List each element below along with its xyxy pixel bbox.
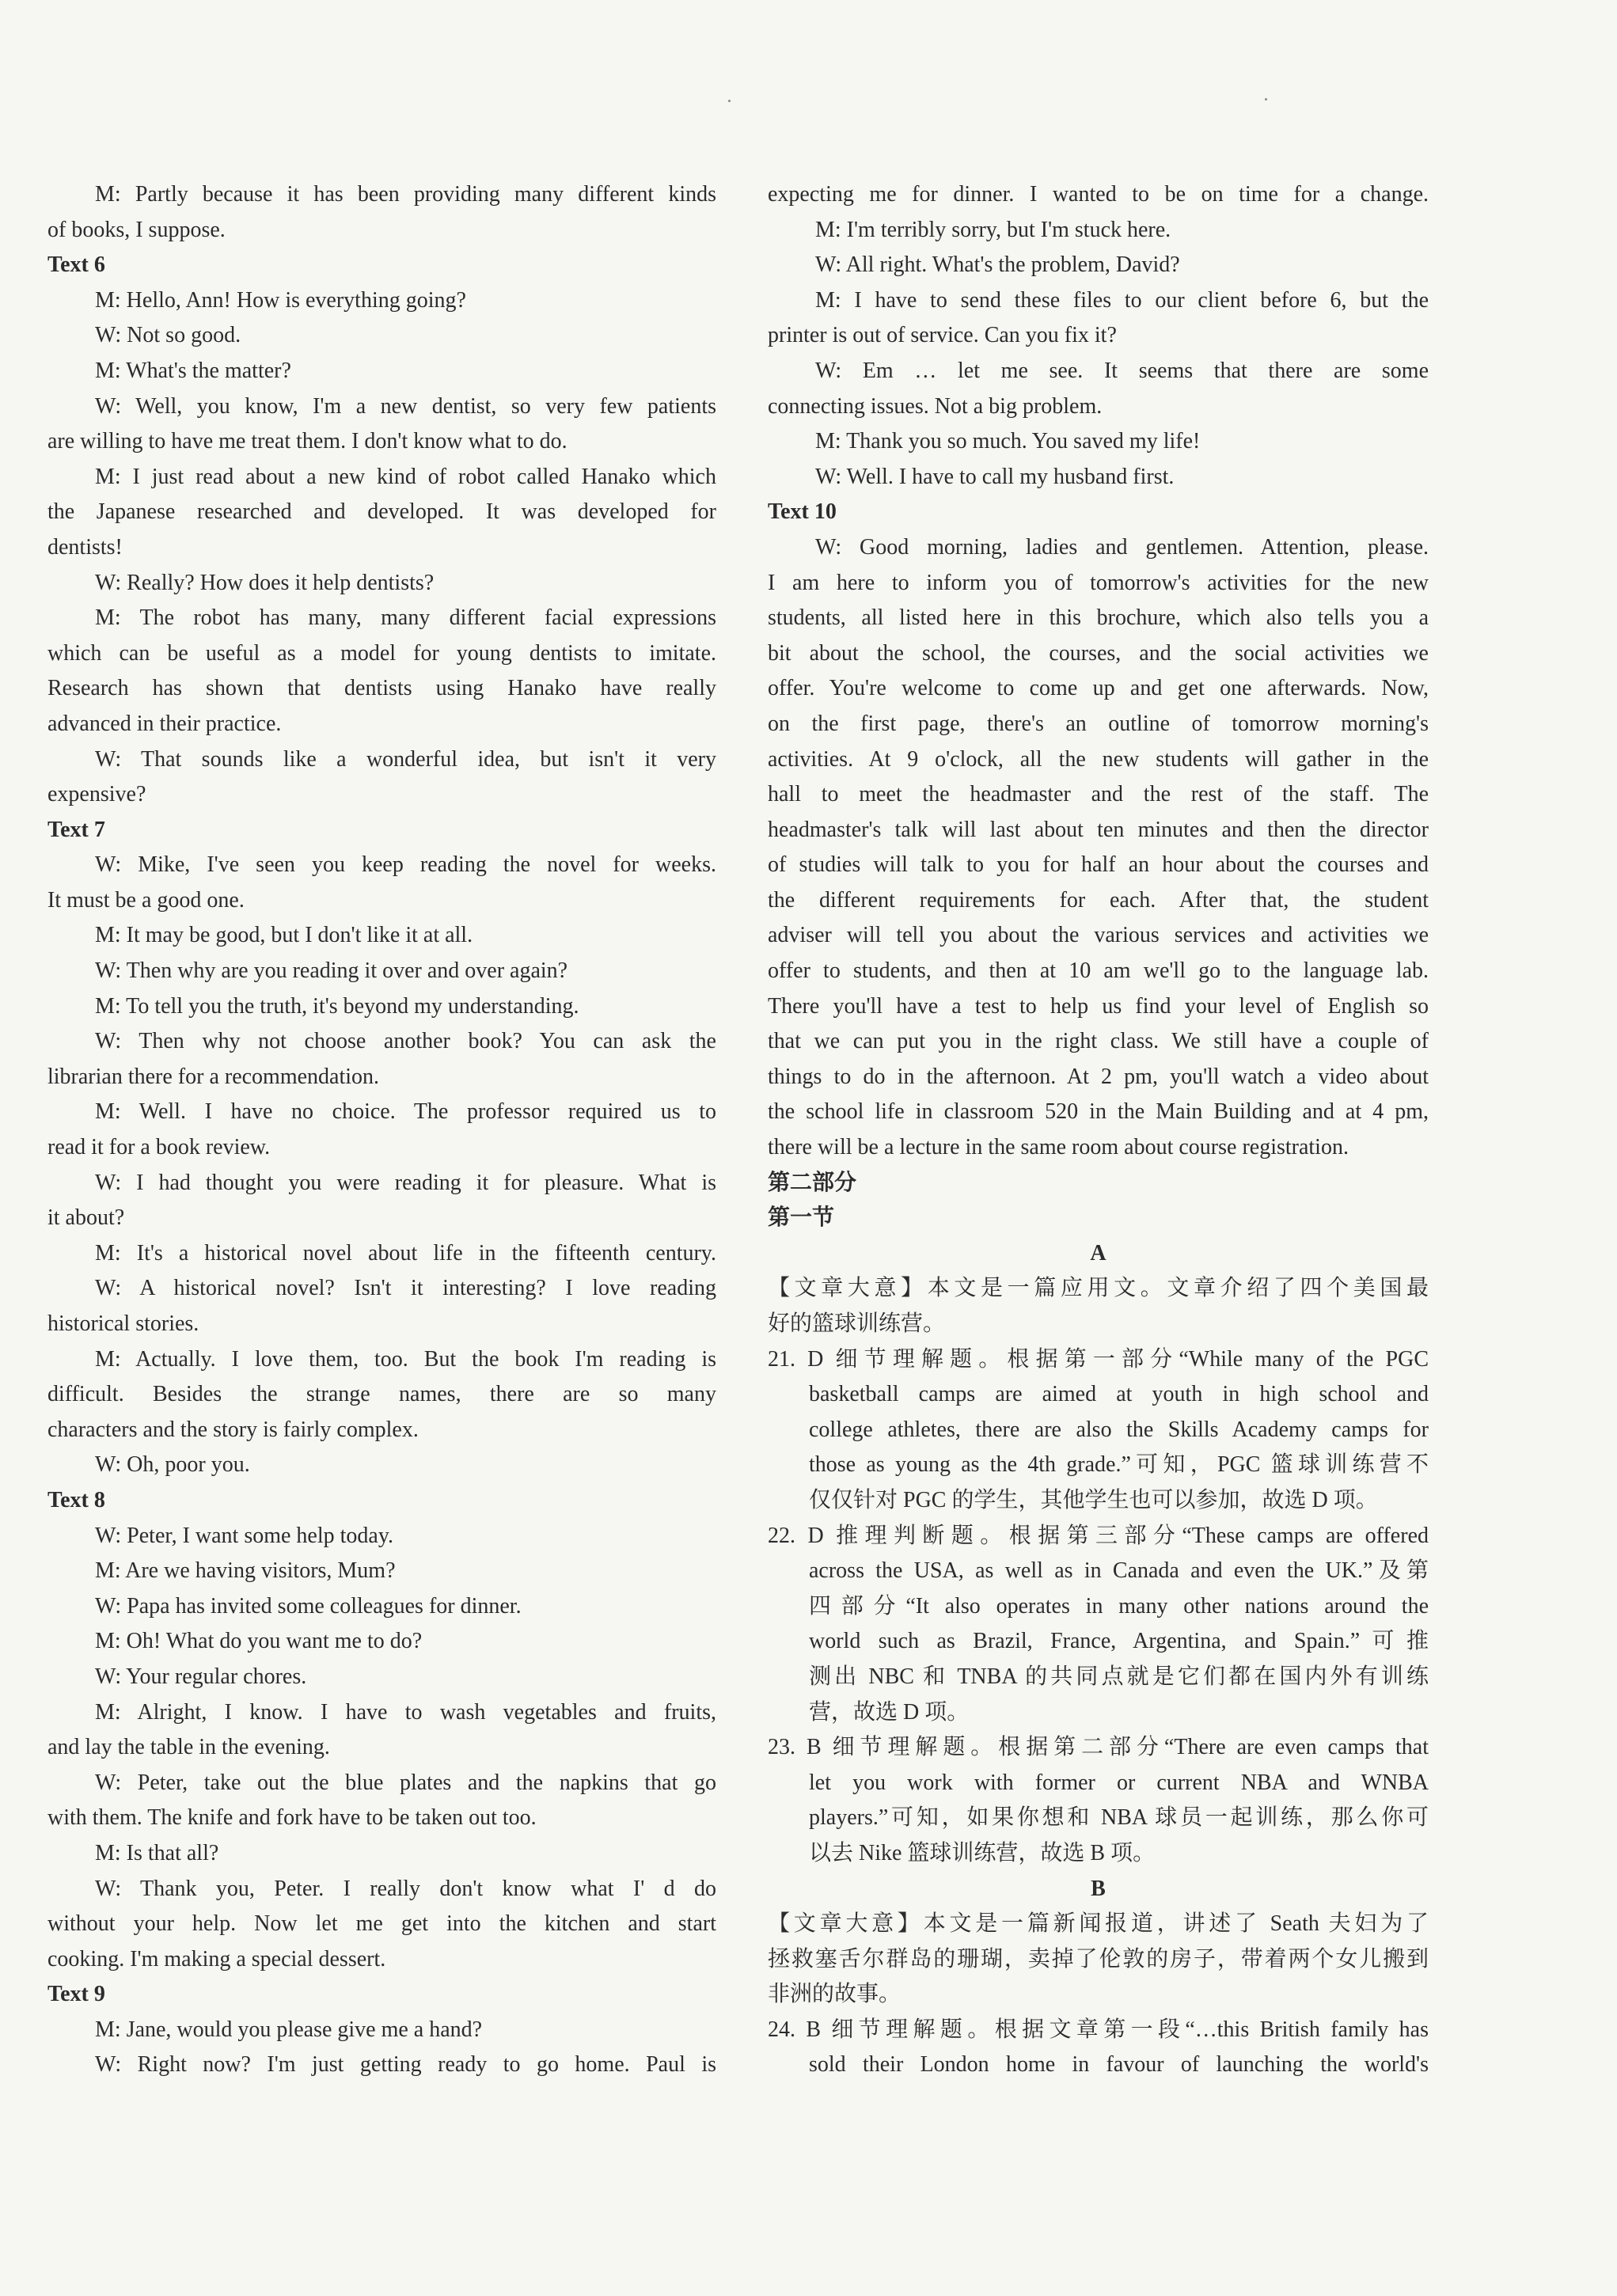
text-line: things to do in the afternoon. At 2 pm, you'll watch a video about [768, 1064, 1429, 1089]
text-line: connecting issues. Not a big problem. [768, 393, 1103, 419]
text-line: Research has shown that dentists using Hanako have really [47, 676, 716, 701]
text-line: M: Are we having visitors, Mum? [95, 1558, 396, 1584]
text-line: 非洲的故事。 [768, 1982, 901, 2007]
text-line: M: Partly because it has been providing many different kinds [95, 182, 716, 207]
text-line: M: Actually. I love them, too. But the book I'm reading is [95, 1346, 716, 1372]
text-line: read it for a book review. [47, 1135, 271, 1160]
text-line: M: Is that all? [95, 1840, 219, 1865]
scan-speck [728, 100, 731, 102]
section-heading: Text 7 [47, 817, 105, 842]
text-line: M: Jane, would you please give me a hand? [95, 2017, 483, 2042]
text-line: activities. At 9 o'clock, all the new students will gather in the [768, 746, 1429, 772]
text-line: basketball camps are aimed at youth in high school and [809, 1382, 1429, 1407]
text-line: without your help. Now let me get into the kitchen and start [47, 1911, 716, 1937]
text-line: M: What's the matter? [95, 358, 291, 383]
text-line: librarian there for a recommendation. [47, 1064, 380, 1089]
text-line: are willing to have me treat them. I don't know what to do. [47, 429, 567, 454]
text-line: historical stories. [47, 1311, 199, 1336]
text-line: cooking. I'm making a special dessert. [47, 1946, 386, 1972]
passage-letter: A [1090, 1240, 1106, 1266]
text-line: offer to students, and then at 10 am we'll go to the language lab. [768, 958, 1429, 984]
text-line: players.”可知，如果你想和 NBA 球员一起训练，那么你可 [809, 1805, 1429, 1831]
text-line: which can be useful as a model for young dentists to imitate. [47, 640, 716, 666]
text-line: M: Oh! What do you want me to do? [95, 1629, 423, 1654]
text-line: bit about the school, the courses, and the social activities we [768, 640, 1429, 666]
text-line: W: All right. What's the problem, David? [815, 252, 1180, 278]
answer-item: 21. D 细节理解题。根据第一部分“While many of the PGC [768, 1346, 1429, 1372]
text-line: printer is out of service. Can you fix it? [768, 323, 1117, 348]
text-line: let you work with former or current NBA and WNBA [809, 1770, 1429, 1795]
text-line: M: It may be good, but I don't like it at all. [95, 923, 473, 948]
text-line: hall to meet the headmaster and the rest of the staff. The [768, 782, 1429, 807]
passage-letter: B [1091, 1876, 1106, 1901]
text-line: W: Oh, poor you. [95, 1452, 250, 1478]
text-line: 以去 Nike 篮球训练营，故选 B 项。 [809, 1840, 1156, 1865]
text-line: across the USA, as well as in Canada and even the UK.”及第 [809, 1558, 1429, 1584]
text-line: of studies will talk to you for half an hour about the courses and [768, 852, 1429, 878]
text-line: M: The robot has many, many different facial expressions [95, 605, 716, 631]
text-line: 营，故选 D 项。 [809, 1699, 970, 1725]
scan-speck [1265, 98, 1267, 101]
text-line: W: Peter, take out the blue plates and the napkins that go [95, 1770, 716, 1795]
text-line: W: Right now? I'm just getting ready to go home. Paul is [95, 2052, 716, 2078]
text-line: expensive? [47, 782, 146, 807]
text-line: it about? [47, 1205, 125, 1231]
text-line: W: Really? How does it help dentists? [95, 570, 435, 595]
text-line: W: Peter, I want some help today. [95, 1523, 394, 1548]
text-line: W: Papa has invited some colleagues for dinner. [95, 1593, 522, 1619]
text-line: college athletes, there are also the Skills Academy camps for [809, 1417, 1429, 1442]
text-line: dentists! [47, 534, 123, 560]
text-line: There you'll have a test to help us find your level of English so [768, 993, 1429, 1019]
text-line: W: Well. I have to call my husband first. [815, 464, 1175, 489]
text-line: M: I just read about a new kind of robot called Hanako which [95, 464, 716, 489]
text-line: on the first page, there's an outline of tomorrow morning's [768, 711, 1429, 736]
text-line: characters and the story is fairly complex. [47, 1417, 419, 1442]
text-line: W: Em … let me see. It seems that there are some [815, 358, 1429, 383]
section-heading: Text 10 [768, 499, 837, 525]
text-line: 【文章大意】本文是一篇新闻报道，讲述了 Seath 夫妇为了 [768, 1911, 1429, 1937]
text-line: W: Then why not choose another book? You can ask the [95, 1029, 716, 1054]
text-line: W: Then why are you reading it over and over again? [95, 958, 568, 984]
text-line: difficult. Besides the strange names, there are so many [47, 1382, 716, 1407]
text-line: students, all listed here in this brochure, which also tells you a [768, 605, 1429, 631]
text-line: W: That sounds like a wonderful idea, but isn't it very [95, 746, 716, 772]
text-line: W: A historical novel? Isn't it interesting? I love reading [95, 1276, 716, 1301]
text-line: that we can put you in the right class. We still have a couple of [768, 1029, 1429, 1054]
text-line: 拯救塞舌尔群岛的珊瑚，卖掉了伦敦的房子，带着两个女儿搬到 [768, 1946, 1429, 1972]
text-line: there will be a lecture in the same room about course registration. [768, 1135, 1349, 1160]
text-line: M: To tell you the truth, it's beyond my understanding. [95, 993, 579, 1019]
text-line: headmaster's talk will last about ten minutes and then the director [768, 817, 1429, 842]
section-heading: Text 9 [47, 1982, 105, 2007]
text-line: with them. The knife and fork have to be taken out too. [47, 1805, 537, 1831]
text-line: W: Good morning, ladies and gentlemen. Attention, please. [815, 534, 1429, 560]
text-line: W: Not so good. [95, 323, 241, 348]
text-line: It must be a good one. [47, 887, 245, 913]
text-line: 好的篮球训练营。 [768, 1311, 946, 1336]
answer-item: 24. B 细节理解题。根据文章第一段“…this British family has [768, 2017, 1429, 2042]
text-line: M: Thank you so much. You saved my life! [815, 429, 1201, 454]
text-line: expecting me for dinner. I wanted to be on time for a change. [768, 182, 1429, 207]
text-line: advanced in their practice. [47, 711, 282, 736]
text-line: W: Your regular chores. [95, 1664, 307, 1689]
text-line: 测出 NBC 和 TNBA 的共同点就是它们都在国内外有训练 [809, 1664, 1429, 1689]
text-line: offer. You're welcome to come up and get one afterwards. Now, [768, 676, 1429, 701]
text-line: 四部分“It also operates in many other nations around the [809, 1593, 1429, 1619]
text-line: M: Well. I have no choice. The professor required us to [95, 1099, 716, 1125]
text-line: the school life in classroom 520 in the Main Building and at 4 pm, [768, 1099, 1429, 1125]
text-line: and lay the table in the evening. [47, 1735, 330, 1760]
text-line: 【文章大意】本文是一篇应用文。文章介绍了四个美国最 [768, 1276, 1429, 1301]
answer-item: 23. B 细节理解题。根据第二部分“There are even camps that [768, 1735, 1429, 1760]
text-line: of books, I suppose. [47, 217, 226, 242]
text-line: I am here to inform you of tomorrow's activities for the new [768, 570, 1429, 595]
text-line: 仅仅针对 PGC 的学生，其他学生也可以参加，故选 D 项。 [809, 1487, 1378, 1512]
section-heading: 第一节 [768, 1205, 835, 1231]
text-line: M: I have to send these files to our client before 6, but the [815, 287, 1429, 313]
text-line: M: Alright, I know. I have to wash vegetables and fruits, [95, 1699, 716, 1725]
right-column [768, 177, 1429, 2083]
text-line: world such as Brazil, France, Argentina, and Spain.”可推 [809, 1629, 1429, 1654]
text-line: the different requirements for each. After that, the student [768, 887, 1429, 913]
section-heading: 第二部分 [768, 1170, 857, 1195]
text-line: M: I'm terribly sorry, but I'm stuck here. [815, 217, 1171, 242]
section-heading: Text 8 [47, 1487, 105, 1512]
text-line: M: It's a historical novel about life in the fifteenth century. [95, 1240, 716, 1266]
answer-item: 22. D 推理判断题。根据第三部分“These camps are offered [768, 1523, 1429, 1548]
text-line: those as young as the 4th grade.”可知，PGC 篮球训练营不 [809, 1452, 1429, 1478]
text-line: the Japanese researched and developed. It was developed for [47, 499, 716, 525]
text-line: W: Well, you know, I'm a new dentist, so very few patients [95, 393, 716, 419]
text-line: M: Hello, Ann! How is everything going? [95, 287, 466, 313]
text-line: W: I had thought you were reading it for pleasure. What is [95, 1170, 716, 1195]
text-line: W: Thank you, Peter. I really don't know what I' d do [95, 1876, 716, 1901]
text-line: adviser will tell you about the various services and activities we [768, 923, 1429, 948]
left-column [47, 177, 716, 2083]
text-line: W: Mike, I've seen you keep reading the novel for weeks. [95, 852, 716, 878]
section-heading: Text 6 [47, 252, 105, 278]
text-line: sold their London home in favour of launching the world's [809, 2052, 1429, 2078]
